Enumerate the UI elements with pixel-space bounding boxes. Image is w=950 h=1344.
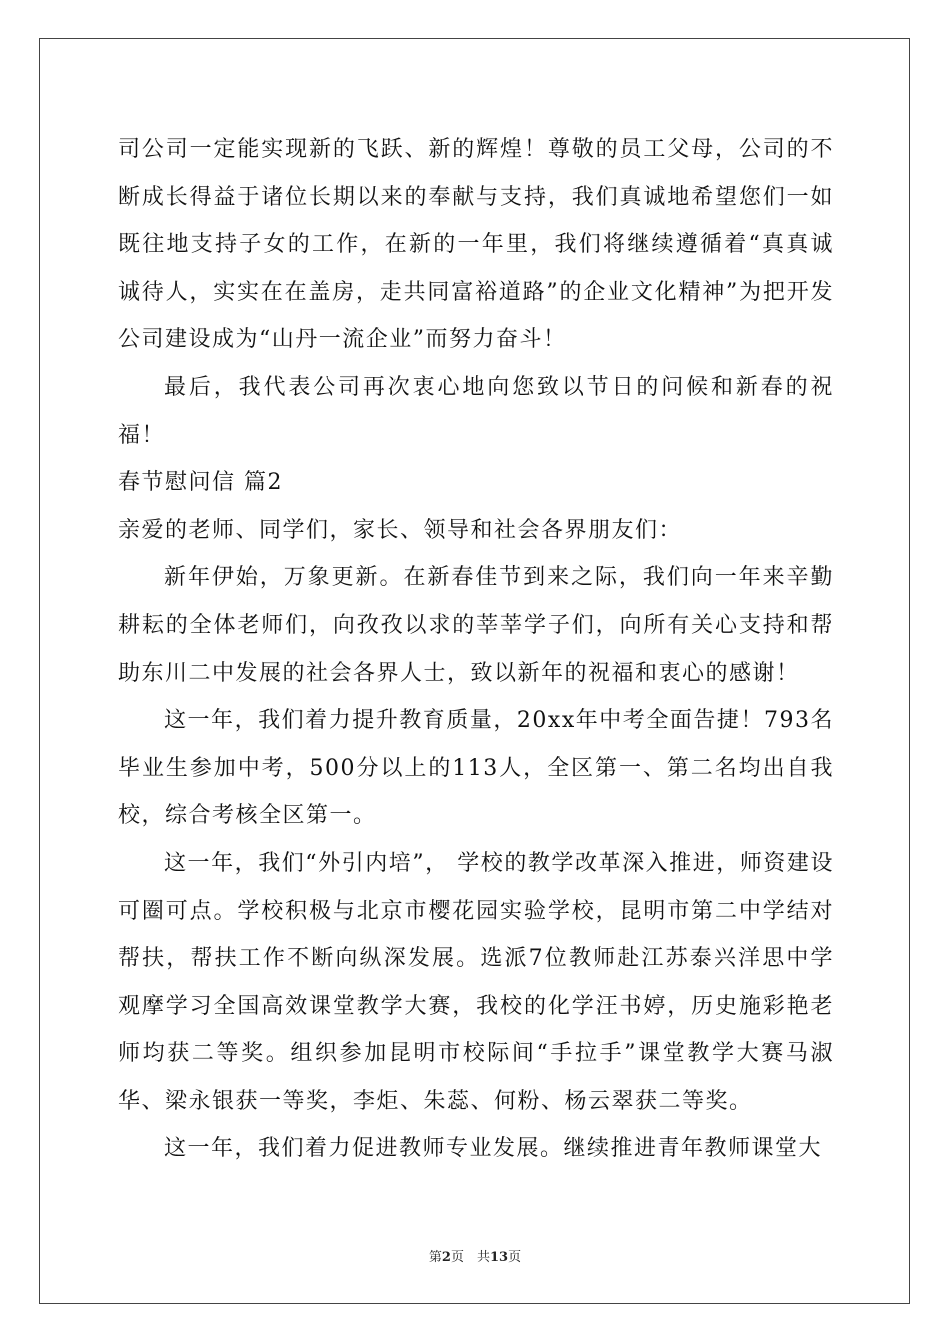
paragraph: 这一年，我们着力提升教育质量，20xx年中考全面告捷！793名毕业生参加中考，500分以上的113人，全区第一、第二名均出自我校，综合考核全区第一。: [118, 708, 834, 829]
paragraph: 最后，我代表公司再次衷心地向您致以节日的问候和新春的祝福！: [118, 374, 834, 448]
paragraph: 新年伊始，万象更新。在新春佳节到来之际，我们向一年来辛勤耕耘的全体老师们，向孜孜以求的莘莘学子们，向所有关心支持和帮助东川二中发展的社会各界人士，致以新年的祝福和衷心的感谢！: [118, 565, 834, 686]
total-page-count: 13: [489, 1250, 509, 1265]
page-footer: [0, 1250, 950, 1266]
document-body: [118, 126, 834, 1173]
current-page-number: 2: [441, 1250, 451, 1265]
footer-middle: 页 共: [450, 1250, 490, 1265]
paragraph: 这一年，我们着力促进教师专业发展。继续推进青年教师课堂大: [164, 1136, 823, 1162]
paragraph: 司公司一定能实现新的飞跃、新的辉煌！尊敬的员工父母，公司的不断成长得益于诸位长期以来的奉献与支持，我们真诚地希望您们一如既往地支持子女的工作，在新的一年里，我们将继续遵循着“真真诚诚待人，实实在在盖房，走共同富裕道路”的企业文化精神”为把开发公司建设成为“山丹一流企业”而努力奋斗！: [118, 137, 834, 353]
paragraph: 这一年，我们“外引内培”， 学校的教学改革深入推进，师资建设可圈可点。学校积极与北京市樱花园实验学校，昆明市第二中学结对帮扶，帮扶工作不断向纵深发展。选派7位教师赴江苏泰兴洋思中学观摩学习全国高效课堂教学大赛，我校的化学汪书婷，历史施彩艳老师均获二等奖。组织参加昆明市校际间“手拉手”课堂教学大赛马淑华、梁永银获一等奖，李炬、朱蕊、何粉、杨云翠获二等奖。: [118, 850, 834, 1114]
footer-prefix: 第: [428, 1250, 442, 1265]
footer-suffix: 页: [508, 1250, 522, 1265]
salutation: 亲爱的老师、同学们，家长、领导和社会各界朋友们：: [118, 517, 683, 543]
section-heading: 春节慰问信 篇2: [118, 470, 283, 496]
